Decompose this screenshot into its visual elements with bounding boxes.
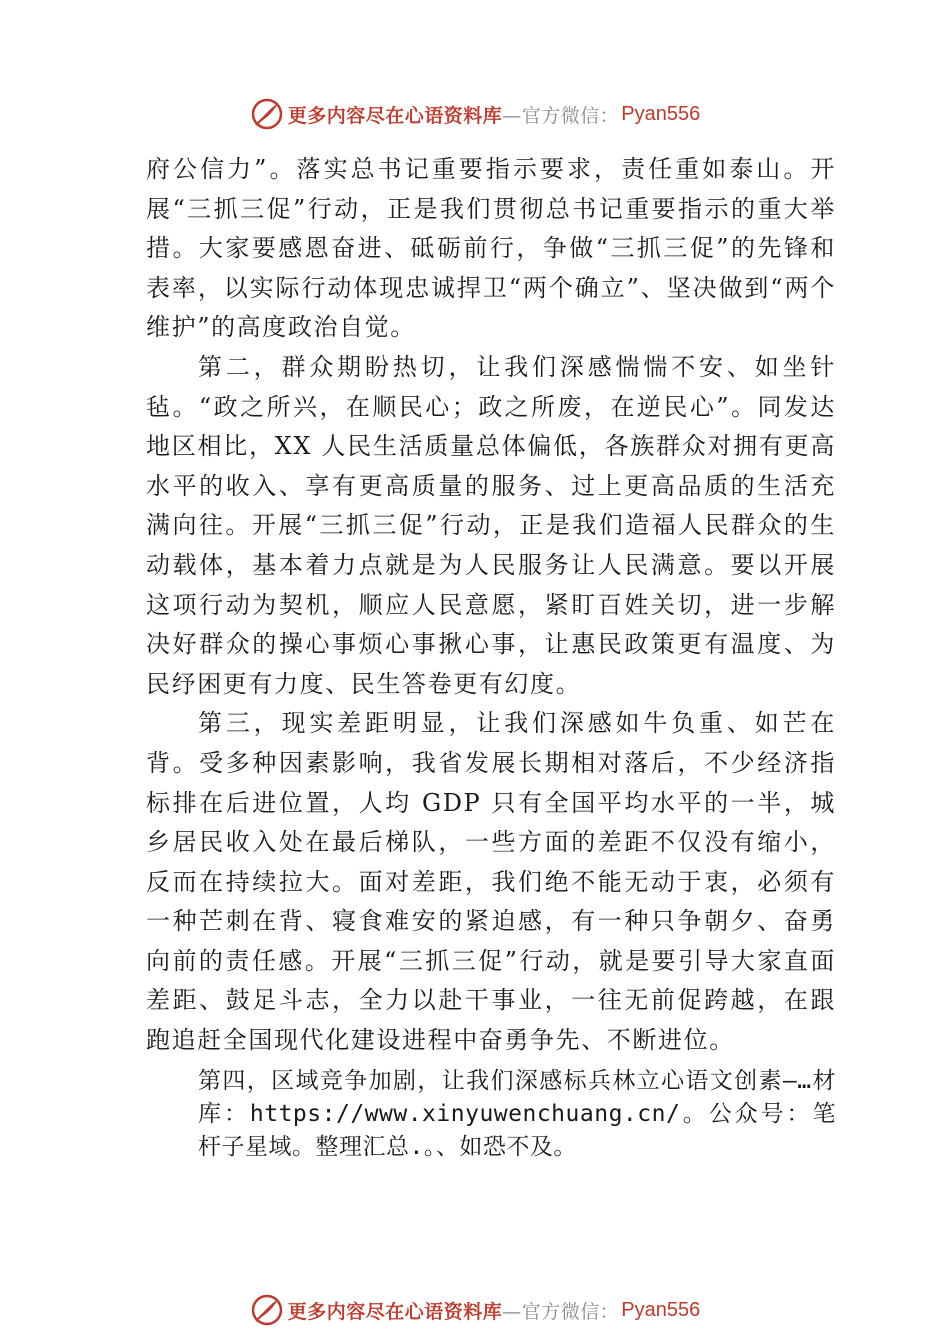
footer-brand-text: 更多内容尽在心语资料库 (287, 1300, 503, 1323)
feather-logo-icon (250, 1293, 284, 1327)
header-brand-text: 更多内容尽在心语资料库 (287, 104, 503, 127)
paragraph-3: 第三，现实差距明显，让我们深感如牛负重、如芒在背。受多种因素影响，我省发展长期相对落后，不少经济指标排在后进位置，人均 GDP 只有全国平均水平的一半，城乡居民收入处在最后梯队，一些方面的差距不仅没有缩小，反而在持续拉大。面对差距，我们绝不能无动于衷，必须有一种芒刺在背、寝食难安的紧迫感，有一种只争朝夕、奋勇向前的责任感。开展“三抓三促”行动，就是要引导大家直面差距、鼓足斗志，全力以赴干事业，一往无前促跨越，在跟跑追赶全国现代化建设进程中奋勇争先、不断进位。 (146, 709, 836, 1055)
paragraph-2: 第二，群众期盼热切，让我们深感惴惴不安、如坐针毡。“政之所兴，在顺民心；政之所废，在逆民心”。同发达地区相比，XX 人民生活质量总体偏低，各族群众对拥有更高水平的收入、享有更高质量的服务、过上更高品质的生活充满向往。开展“三抓三促”行动，正是我们造福人民群众的生动载体，基本着力点就是为人民服务让人民满意。要以开展这项行动为契机，顺应人民意愿，紧盯百姓关切，进一步解决好群众的操心事烦心事揪心事，让惠民政策更有温度、为民纾困更有力度、民生答卷更有幻度。 (146, 352, 836, 698)
paragraph-1: 府公信力”。落实总书记重要指示要求，责任重如泰山。开展“三抓三促”行动，正是我们贯彻总书记重要指示的重大举措。大家要感恩奋进、砥砺前行，争做“三抓三促”的先锋和表率，以实际行动体现忠诚捍卫“两个确立”、坚决做到“两个维护”的高度政治自觉。 (146, 155, 836, 342)
document-body (146, 150, 836, 1164)
footer-banner (0, 1290, 950, 1330)
header-official-label: —官方微信： (502, 104, 620, 127)
feather-logo-icon (250, 97, 284, 131)
header-banner (0, 94, 950, 134)
footer-wechat-id: Pyan556 (621, 1298, 701, 1321)
header-wechat-id: Pyan556 (621, 102, 701, 125)
footer-official-label: —官方微信： (502, 1300, 620, 1323)
paragraph-4: 第四，区域竞争加剧，让我们深感标兵林立心语文创素—…材库：https://www.xinyuwenchuang.cn/。公众号：笔杆子星域。整理汇总.。、如恐不及。 (198, 1067, 836, 1160)
